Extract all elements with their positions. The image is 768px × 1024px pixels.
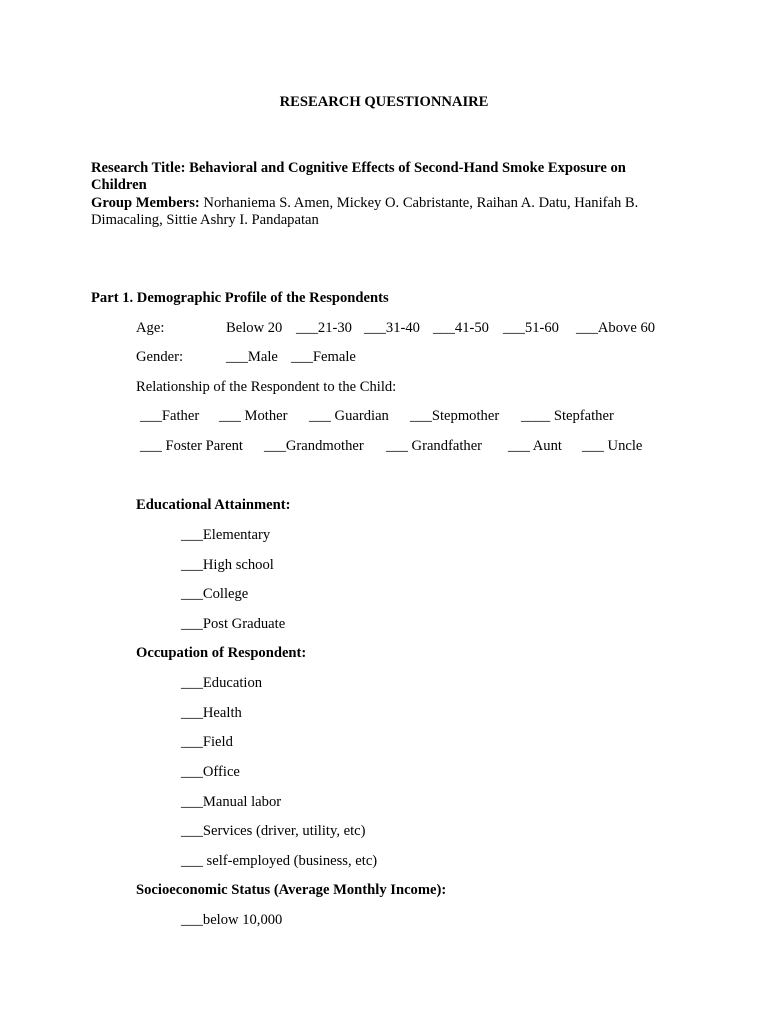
relationship-option-foster-parent[interactable]: ___ Foster Parent (140, 438, 243, 454)
education-option-post-graduate[interactable]: ___Post Graduate (181, 616, 286, 632)
socioeconomic-heading: Socioeconomic Status (Average Monthly Income): (136, 882, 447, 898)
relationship-option-aunt[interactable]: ___ Aunt (508, 438, 562, 454)
age-option-31-40[interactable]: ___31-40 (364, 320, 420, 336)
education-option-college[interactable]: ___College (181, 586, 249, 602)
gender-option-female[interactable]: ___Female (291, 349, 356, 365)
occupation-option-field[interactable]: ___Field (181, 734, 233, 750)
occupation-option-office[interactable]: ___Office (181, 764, 240, 780)
gender-option-male[interactable]: ___Male (226, 349, 278, 365)
socioeconomic-option-below-10000[interactable]: ___below 10,000 (181, 912, 283, 928)
age-option-below-20[interactable]: Below 20 (226, 320, 283, 336)
occupation-option-manual-labor[interactable]: ___Manual labor (181, 794, 282, 810)
occupation-option-education[interactable]: ___Education (181, 675, 263, 691)
occupation-option-self-employed[interactable]: ___ self-employed (business, etc) (181, 853, 378, 869)
relationship-option-stepmother[interactable]: ___Stepmother (410, 408, 500, 424)
group-members (91, 195, 676, 229)
age-label: Age: (136, 320, 165, 336)
research-title: Research Title: Behavioral and Cognitive Effects of Second-Hand Smoke Exposure on Children (91, 160, 626, 193)
relationship-option-uncle[interactable]: ___ Uncle (582, 438, 643, 454)
group-members-value: Norhaniema S. Amen, Mickey O. Cabristante, Raihan A. Datu, Hanifah B. Dimacaling, Sittie Ashry I. Pandapatan (91, 195, 639, 228)
relationship-option-guardian[interactable]: ___ Guardian (309, 408, 389, 424)
age-option-41-50[interactable]: ___41-50 (433, 320, 489, 336)
education-option-high-school[interactable]: ___High school (181, 557, 274, 573)
relationship-label: Relationship of the Respondent to the Child: (136, 379, 397, 395)
relationship-option-mother[interactable]: ___ Mother (219, 408, 288, 424)
age-option-21-30[interactable]: ___21-30 (296, 320, 352, 336)
relationship-option-stepfather[interactable]: ____ Stepfather (521, 408, 614, 424)
document-title: RESEARCH QUESTIONNAIRE (279, 94, 489, 110)
part1-heading: Part 1. Demographic Profile of the Respondents (91, 290, 389, 306)
occupation-option-services[interactable]: ___Services (driver, utility, etc) (181, 823, 366, 839)
occupation-option-health[interactable]: ___Health (181, 705, 242, 721)
group-members-label: Group Members: (91, 195, 200, 211)
education-heading: Educational Attainment: (136, 497, 291, 513)
gender-label: Gender: (136, 349, 184, 365)
relationship-option-grandmother[interactable]: ___Grandmother (264, 438, 364, 454)
age-option-above-60[interactable]: ___Above 60 (576, 320, 656, 336)
relationship-option-grandfather[interactable]: ___ Grandfather (386, 438, 483, 454)
relationship-option-father[interactable]: ___Father (140, 408, 200, 424)
occupation-heading: Occupation of Respondent: (136, 645, 307, 661)
age-option-51-60[interactable]: ___51-60 (503, 320, 559, 336)
education-option-elementary[interactable]: ___Elementary (181, 527, 271, 543)
